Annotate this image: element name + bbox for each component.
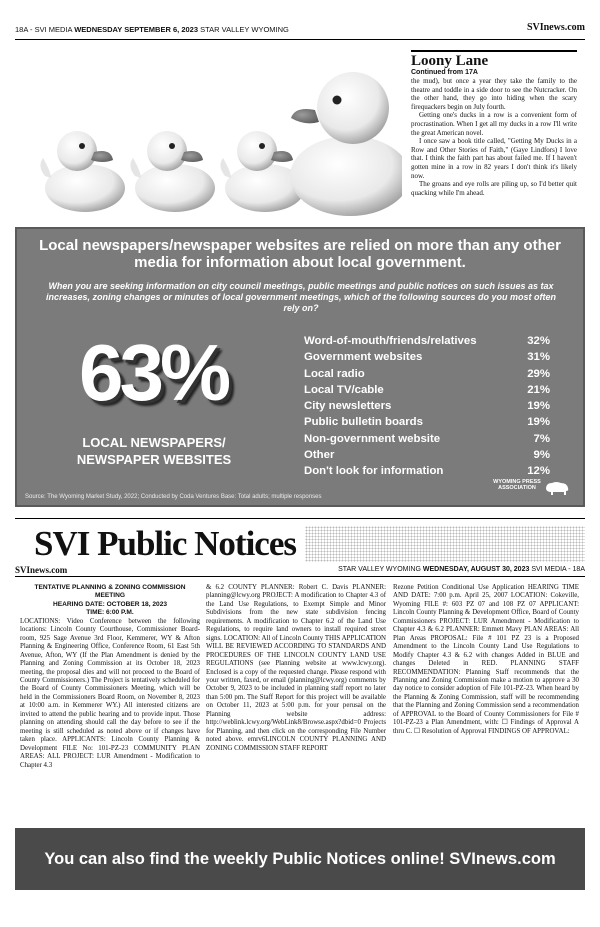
notices-section: SVI MEDIA - 18A [531,566,585,573]
row-label: Public bulletin boards [304,416,423,429]
notice-body: LOCATIONS: Video Conference between the following locations: Lincoln County Courthouse, Commissioner Board-room, 925 Sage Avenue 3rd Floor, Kemmerer, WY & Afton Planning & Engineering Office, Conference Room, 61 East 5th Avenue, Afton, WY (If the Plan Amendment is denied by the Planning and Zoning Commission at its October 18, 2023 meeting, the proposal dies and will not proceed to the Board of County Commissioners.) The Project is tentatively scheduled for the Board of County Commissioners Meeting, which will be held in the Commissioners Board Room, on November 8, 2023 at 10:00 a.m. in Kemmerer WY.) All interested citizens are invited to attend the public hearing and to provide input. Those planning on attending should call the day before to see if the meeting is still scheduled as noted above or if changes have taken place. APPLICANTS: Lincoln County Planning & Development FILE No: 101-PZ-23 COMMUNITY PLAN AREAS: ALL PROJECT: LUR Amendment - Modification to Chapter 4.3 [20,617,200,769]
survey-row [304,351,550,367]
column-paragraph: Getting one's ducks in a row is a convenient form of procrastination. When I get all my ducks in a row I'll write the great American novel. [411,111,577,137]
column-rule [411,50,577,52]
duck-1-icon [40,131,125,212]
notices-date: WEDNESDAY, AUGUST 30, 2023 [422,566,530,573]
notices-rule-top [15,518,585,519]
survey-row [304,416,550,432]
row-label: Local radio [304,367,365,380]
big-percent-label: LOCAL NEWSPAPERS/ NEWSPAPER WEBSITES [76,435,232,467]
row-label: Government websites [304,351,423,364]
row-label: Don't look for information [304,465,444,478]
notices-rule-bottom [15,576,585,577]
row-label: Local TV/cable [304,383,384,396]
notice-heading: TENTATIVE PLANNING & ZONING COMMISSION MEETING [34,584,186,600]
notice-column-1 [20,584,200,770]
notice-column-2 [206,584,386,753]
column-paragraph: the mud), but once a year they take the family to the theatre and toddle in a side door to see the Nutcracker. On the other hand, they go into hiding when the scary firequackers begin on July fourth. [411,77,577,111]
column-paragraph: The groans and eye rolls are piling up, so I'd better quit quacking while I'm ahead. [411,180,577,197]
notice-time: TIME: 6:00 P.M. [86,609,134,617]
loony-lane-column [411,50,577,197]
press-association-logo: WYOMING PRESS ASSOCIATION [493,479,541,491]
survey-source: Source: The Wyoming Market Study, 2022; Conducted by Coda Ventures Base: Total adults; multiple responses [25,494,322,500]
survey-results [304,335,550,482]
row-value: 32% [527,335,550,347]
public-notices-title: SVI Public Notices [34,524,296,563]
survey-ad [15,227,585,507]
survey-row [304,368,550,384]
public-notices-online-banner: You can also find the weekly Public Notices online! SVInews.com [15,828,585,890]
row-value: 31% [527,351,550,364]
header-site-link[interactable]: SVInews.com [526,22,585,33]
continued-page: 17A [465,69,478,76]
notices-dateline [338,566,585,573]
big-percent: 63% [79,328,228,417]
rubber-ducks-image [15,48,402,218]
notice-body: & 6.2 COUNTY PLANNER: Robert C. Davis PLANNER: planning@lcwy.org PROJECT: A modification to Chapter 4.3 of the Land Use Regulations, to Exempt Simple and Minor Subdivisions from the new state subdivision fencing requirements. A modification to Chapter 6.2 of the Land Use Regulations, to require land owners to install required street signs. LOCATION: All of Lincoln County THIS APPLICATION WILL BE REVIEWED ACCORDING TO STANDARDS AND PROCEDURES OF THE LINCOLN COUNTY LAND USE REGULATIONS (see Planning website at www.lcwy.org). Enclosed is a copy of the requested change. Please respond with your written, faxed, or email (planning@lcwy.org) comments by October 9, 2023 to be included in planning staff report no later than 5:00 pm. The Staff Report for this project will be available on October 11, 2023 at 5:00 p.m. for your perusal on the Planning website address: http://weblink.lcwy.org/WebLink8/Browse.aspx?dbid=0 Projects for Planning, and then click on the corresponding File Number noted above. emrv6LINCOLN COUNTY PLANNING AND ZONING COMMISSION STAFF REPORT [206,584,386,752]
header-region: STAR VALLEY WYOMING [200,25,289,34]
survey-question: When you are seeking information on city council meetings, public meetings and public notices on such issues as tax increases, zoning changes or minutes of local government meetings, which of the following sources do you most often rely on? [45,281,557,313]
row-value: 19% [527,416,550,429]
duck-large-icon [290,72,402,216]
column-title: Loony Lane [411,53,489,69]
survey-row [304,335,550,351]
continued-from [411,69,577,76]
header-left [15,25,289,34]
survey-row [304,449,550,465]
row-value: 7% [533,432,550,445]
header-section: 18A - SVI MEDIA [15,25,73,34]
row-value: 21% [527,383,550,396]
survey-headline: Local newspapers/newspaper websites are relied on more than any other media for information about local government. [39,237,561,271]
row-value: 12% [527,465,550,478]
survey-row [304,400,550,416]
masthead-pattern [305,526,585,562]
continued-label: Continued from [411,69,464,76]
notice-hearing-date: HEARING DATE: OCTOBER 18, 2023 [52,600,168,608]
buffalo-icon [544,480,570,496]
row-label: Word-of-mouth/friends/relatives [304,335,477,347]
page-header [15,22,585,36]
header-date: WEDNESDAY SEPTEMBER 6, 2023 [74,25,198,34]
notices-region: STAR VALLEY WYOMING [338,566,421,573]
header-rule [15,39,585,40]
row-value: 9% [533,449,550,462]
notice-body: Rezone Petition Conditional Use Application HEARING TIME AND DATE: 7:00 p.m. April 25, 2007 LOCATION: Cokeville, Wyoming FILE #: 603 PZ 07 and 108 PZ 07 APPLICANT: Lincoln County Planning & Development Office, Board of County Commissioners PROJECT: LUR Amendment - Modification to Chapter 4.3 & 6.2 PLANNER: Emmett Mavy PLAN AREAS: All Plan Areas PROPOSAL: File # 101 PZ 23 is a Proposed Amendment to the Lincoln County Land Use Regulations to Modify Chapter 4.3 & 6.2 with changes Added in BLUE and changes Deleted in RED. PLANNING STAFF RECOMMENDATION: Planning Staff recommends that the Planning and Zoning Commission make a motion to approve a 30 day notice to consider adoption of File 101-PZ-23. When heard by the Planning & Zoning Commission, staff will be recommending that the Planning and Zoning Commission send a recommendation of APPROVAL to the Board of County Commissioners for File # 101-PZ-23 a Plan Amendment, with: ☐ Findings of Approval A thru C. ☐ Resolution of Approval FINDINGS OF APPROVAL: [393,584,579,735]
row-value: 29% [527,367,550,380]
notices-site-link[interactable]: SVInews.com [15,565,68,575]
column-paragraph: I once saw a book title called, "Getting My Ducks in a Row and Other Stories of Faith," (Gaye Lindfors) I love that. I think the faith part has about failed me. If I haven't gotten mine in a row in 82 years I don't think it's likely now. [411,137,577,180]
row-value: 19% [527,400,550,413]
survey-row [304,433,550,449]
row-label: City newsletters [304,400,392,413]
row-label: Other [304,449,335,462]
notice-column-3 [393,584,579,736]
row-label: Non-government website [304,432,441,445]
duck-2-icon [130,131,215,212]
survey-row [304,384,550,400]
